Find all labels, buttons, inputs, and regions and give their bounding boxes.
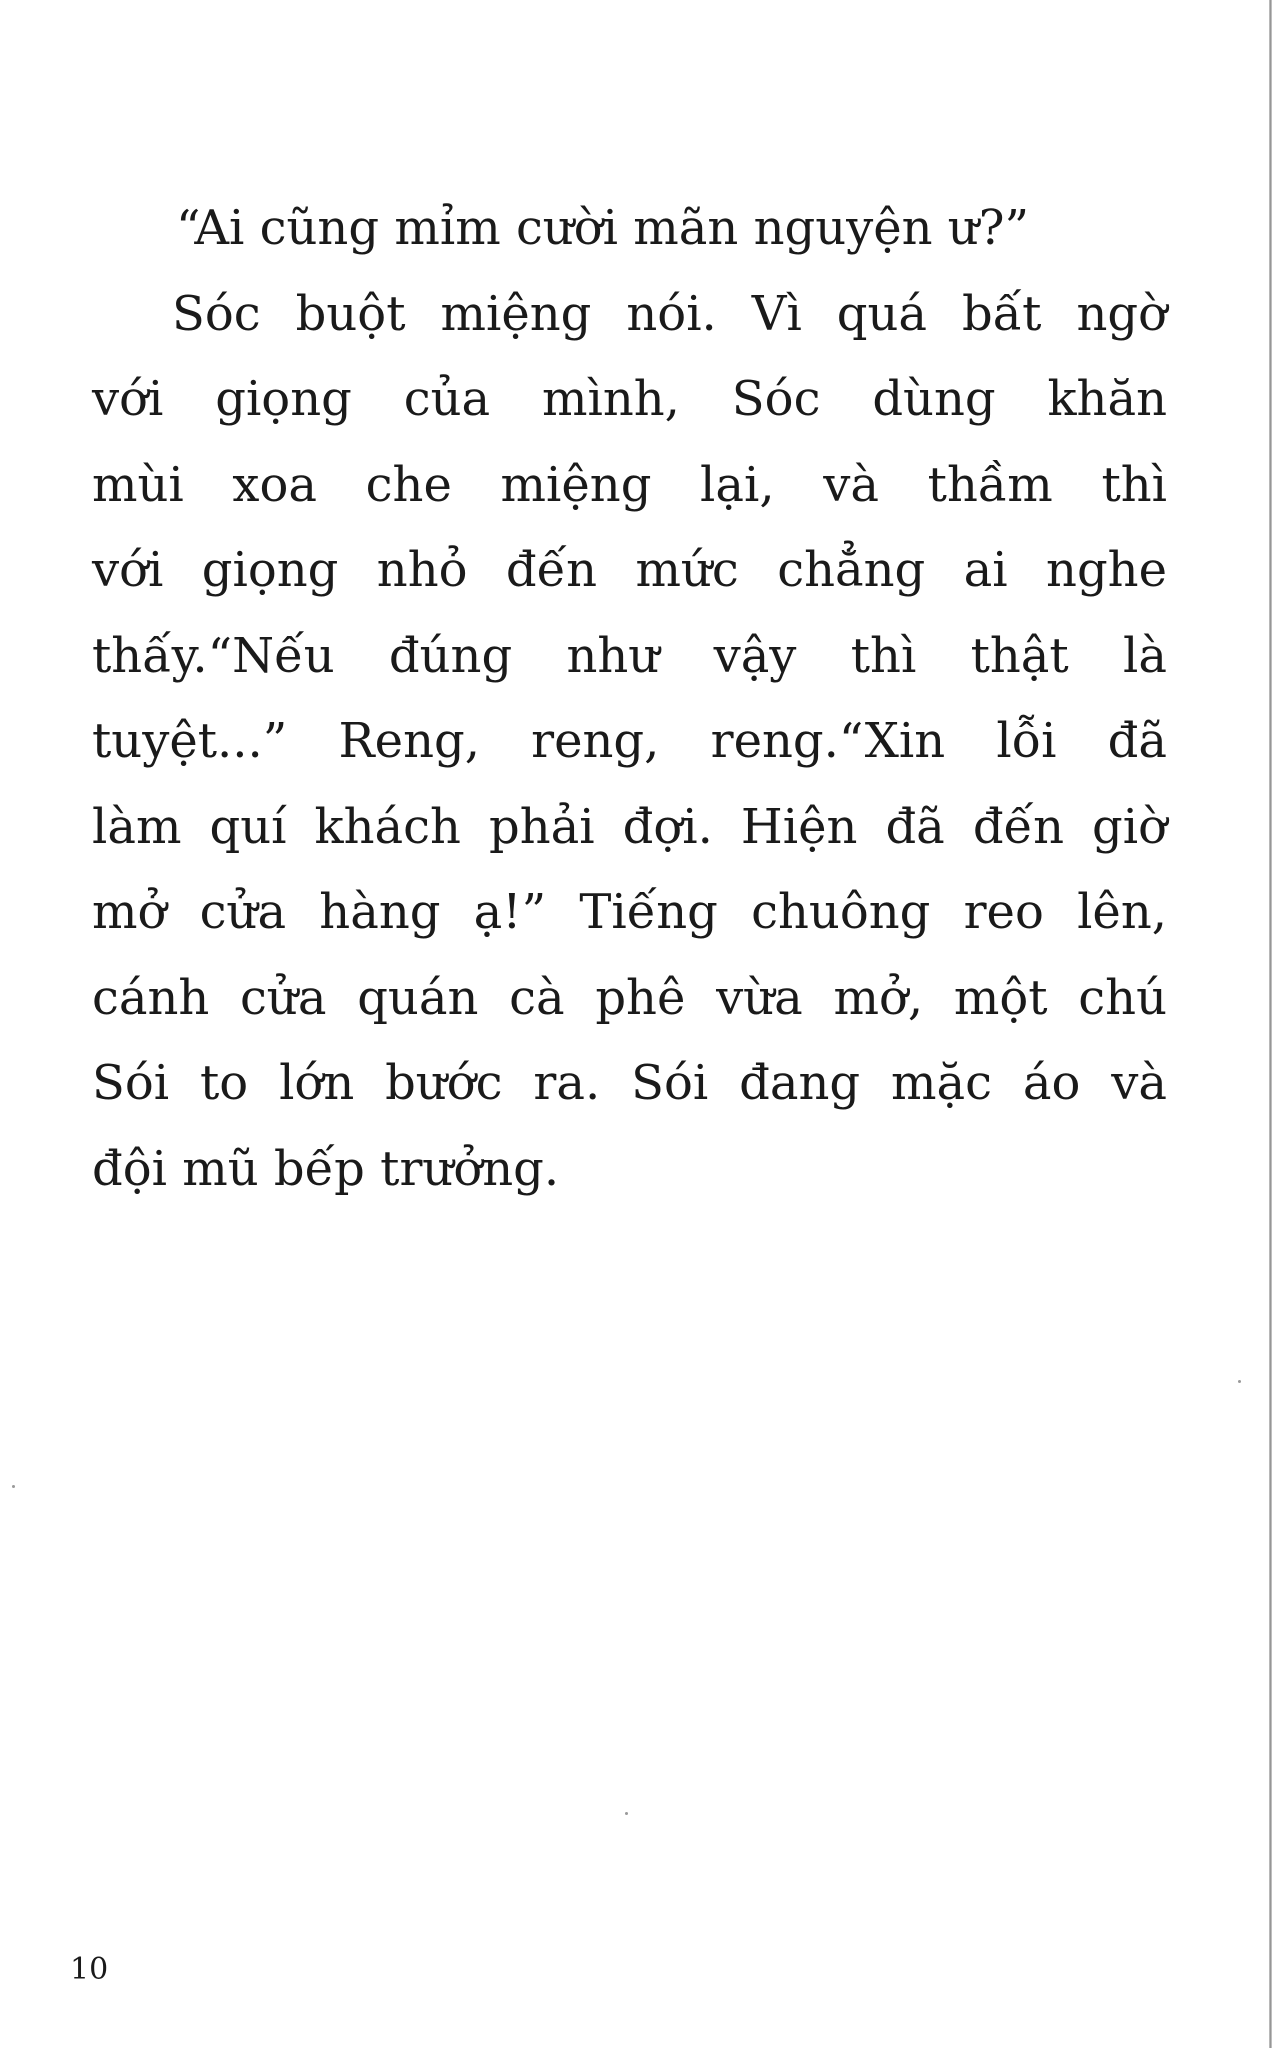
story-text	[92, 186, 1167, 1212]
story-line: đội mũ bếp trưởng.	[92, 1140, 560, 1197]
story-line: “Ai cũng mỉm cười mãn nguyện ư?”	[176, 200, 1030, 256]
story-line: Sói to lớn bước ra. Sói đang mặc áo và	[92, 1055, 1167, 1111]
story-line: làm quí khách phải đợi. Hiện đã đến giờ	[92, 798, 1167, 855]
page-number: 10	[70, 1952, 109, 1987]
scan-speck	[625, 1812, 628, 1815]
story-line: mùi xoa che miệng lại, và thầm thì	[92, 456, 1167, 513]
story-line: với giọng nhỏ đến mức chẳng ai nghe	[92, 542, 1167, 598]
page-edge	[1269, 0, 1272, 2048]
story-line: tuyệt...” Reng, reng, reng.“Xin lỗi đã	[92, 713, 1167, 769]
story-line: Sóc buột miệng nói. Vì quá bất ngờ	[172, 285, 1167, 342]
story-line: thấy.“Nếu đúng như vậy thì thật là	[92, 627, 1167, 684]
story-line: cánh cửa quán cà phê vừa mở, một chú	[92, 969, 1167, 1026]
scan-speck	[1238, 1380, 1241, 1383]
story-line: mở cửa hàng ạ!” Tiếng chuông reo lên,	[92, 884, 1167, 940]
story-line: với giọng của mình, Sóc dùng khăn	[92, 371, 1167, 427]
scan-speck	[12, 1485, 15, 1488]
